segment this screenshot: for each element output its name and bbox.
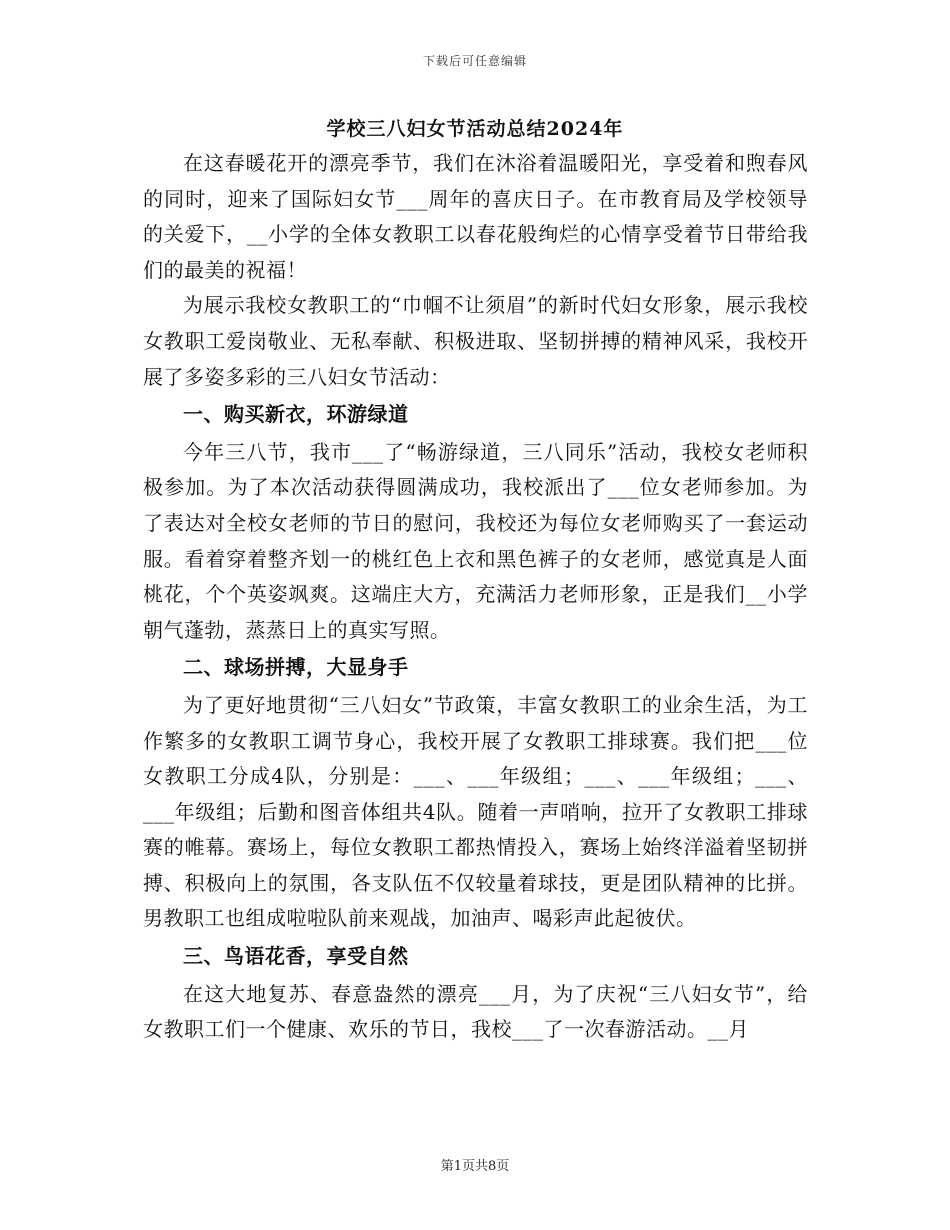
intro-paragraph: 为展示我校女教职工的“巾帼不让须眉”的新时代妇女形象，展示我校女教职工爱岗敬业、无私奉献、积极进取、坚韧拼搏的精神风采，我校开展了多姿多彩的三八妇女节活动： — [143, 293, 808, 389]
section-paragraph: 在这大地复苏、春意盎然的漂亮___月，为了庆祝“三八妇女节”，给女教职工们一个健康、欢乐的节日，我校___了一次春游活动。__月 — [143, 981, 808, 1042]
section-heading: 一、购买新衣，环游绿道 — [183, 402, 409, 427]
section-heading: 二、球场拼搏，大显身手 — [183, 655, 409, 680]
section-heading: 三、鸟语花香，享受自然 — [183, 944, 409, 969]
page-number: 第1页共8页 — [440, 1159, 510, 1174]
section-paragraph: 为了更好地贯彻“三八妇女”节政策，丰富女教职工的业余生活，为工作繁多的女教职工调节身心，我校开展了女教职工排球赛。我们把___位女教职工分成4队，分别是：___、___年级组；___、___年级组；___、___年级组；后勤和图音体组共4队。随着一声哨响，拉开了女教职工排球赛的帷幕。赛场上，每位女教职工都热情投入，赛场上始终洋溢着坚韧拼搏、积极向上的氛围，各支队伍不仅较量着球技，更是团队精神的比拼。男教职工也组成啦啦队前来观战，加油声、喝彩声此起彼伏。 — [143, 692, 808, 931]
section-paragraph: 今年三八节，我市___了“畅游绿道，三八同乐”活动，我校女老师积极参加。为了本次活动获得圆满成功，我校派出了___位女老师参加。为了表达对全校女老师的节日的慰问，我校还为每位女老师购买了一套运动服。看着穿着整齐划一的桃红色上衣和黑色裤子的女老师，感觉真是人面桃花，个个英姿飒爽。这端庄大方，充满活力老师形象，正是我们__小学朝气蓬勃，蒸蒸日上的真实写照。 — [143, 439, 808, 642]
intro-paragraph: 在这春暖花开的漂亮季节，我们在沐浴着温暖阳光，享受着和煦春风的同时，迎来了国际妇女节___周年的喜庆日子。在市教育局及学校领导的关爱下，__小学的全体女教职工以春花般绚烂的心情享受着节日带给我们的最美的祝福！ — [143, 151, 808, 282]
header-note: 下载后可任意编辑 — [422, 54, 527, 68]
document-body — [143, 146, 808, 1048]
document-title: 学校三八妇女节活动总结2024年 — [326, 118, 624, 140]
